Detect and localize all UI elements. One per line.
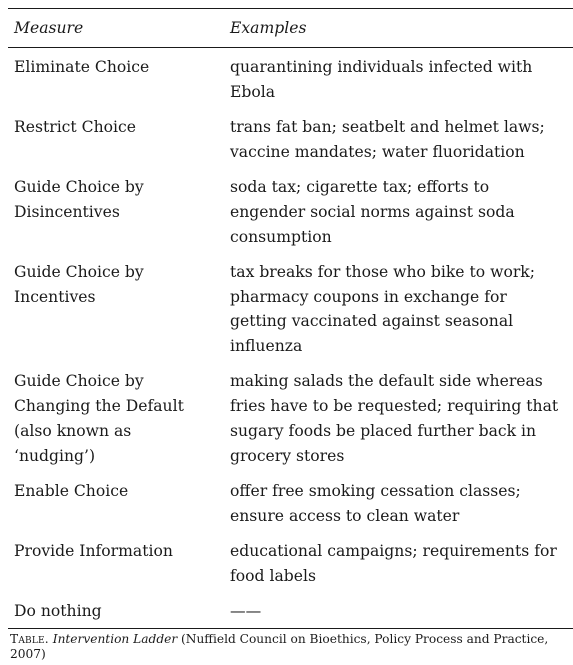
examples-cell: —— bbox=[230, 601, 262, 620]
caption-title: Intervention Ladder bbox=[52, 631, 178, 646]
header-measure: Measure bbox=[14, 19, 84, 37]
measure-cell: Restrict Choice bbox=[14, 117, 136, 136]
examples-cell: offer free smoking cessation classes; ensure access to clean water bbox=[230, 481, 521, 525]
table-row bbox=[8, 115, 573, 165]
measure-cell: Guide Choice by Disincentives bbox=[14, 177, 144, 221]
examples-cell: quarantining individuals infected with Ebola bbox=[230, 58, 533, 101]
table-header-row bbox=[8, 9, 573, 47]
table-row bbox=[8, 479, 573, 529]
examples-cell: educational campaigns; requirements for food labels bbox=[230, 541, 557, 585]
table-row bbox=[8, 175, 573, 249]
measure-cell: Guide Choice by Incentives bbox=[14, 262, 144, 306]
table-bottom-rule bbox=[8, 628, 573, 629]
table-row bbox=[8, 260, 573, 359]
measure-cell: Guide Choice by Changing the Default (also known as ‘nudging’) bbox=[14, 372, 184, 465]
measure-cell: Eliminate Choice bbox=[14, 58, 150, 76]
header-examples: Examples bbox=[230, 19, 307, 37]
examples-cell: tax breaks for those who bike to work; pharmacy coupons in exchange for getting vaccinated against seasonal influenza bbox=[230, 262, 535, 356]
measure-cell: Provide Information bbox=[14, 541, 173, 560]
caption-label: Table. bbox=[10, 631, 49, 646]
caption-source: (Nuffield Council on Bioethics, Policy Process and Practice, 2007) bbox=[10, 631, 549, 662]
document bbox=[8, 8, 573, 663]
table-row bbox=[8, 599, 573, 624]
table-caption bbox=[8, 632, 550, 663]
measure-cell: Do nothing bbox=[14, 601, 102, 620]
examples-cell: soda tax; cigarette tax; efforts to engender social norms against soda consumption bbox=[230, 177, 515, 246]
examples-cell: trans fat ban; seatbelt and helmet laws; vaccine mandates; water fluoridation bbox=[230, 117, 545, 161]
examples-cell: making salads the default side whereas fries have to be requested; requiring that sugary foods be placed further back in grocery stores bbox=[230, 372, 559, 465]
table-body bbox=[8, 48, 573, 624]
table-row bbox=[8, 55, 573, 105]
measure-cell: Enable Choice bbox=[14, 481, 129, 500]
table-row bbox=[8, 539, 573, 589]
table-row bbox=[8, 369, 573, 468]
